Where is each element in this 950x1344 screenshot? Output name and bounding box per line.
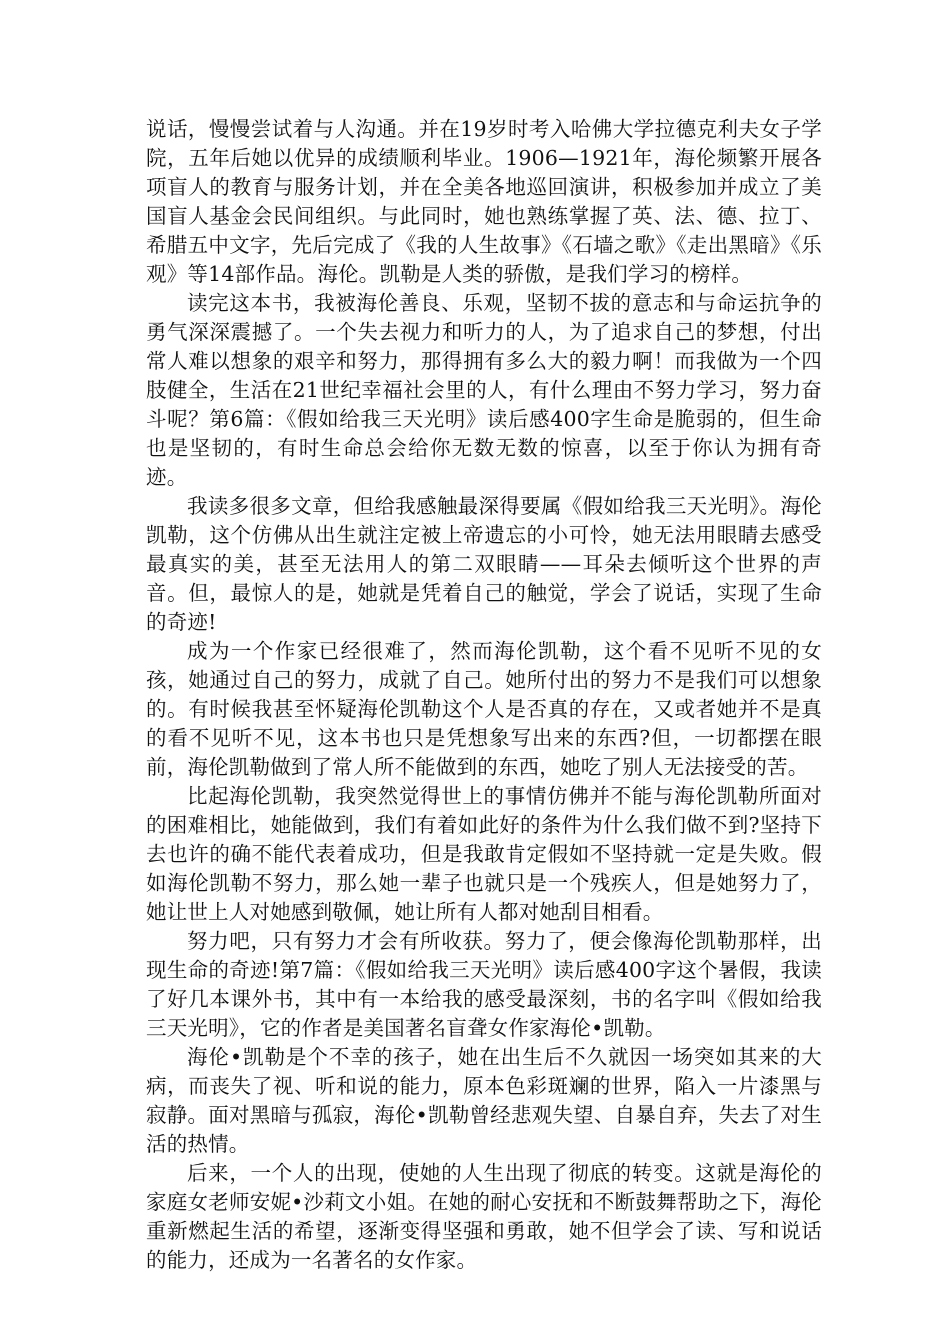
- paragraph-teacher: 后来，一个人的出现，使她的人生出现了彻底的转变。这就是海伦的家庭女老师安妮•沙莉文小姐。在她的耐心安抚和不断鼓舞帮助之下，海伦重新燃起生活的希望，逐渐变得坚强和勇敢，她不但学会了读、写和说话的能力，还成为一名著名的女作家。: [146, 1161, 822, 1272]
- article-body: [146, 115, 822, 1275]
- paragraph-continued: 说话，慢慢尝试着与人沟通。并在19岁时考入哈佛大学拉德克利夫女子学院，五年后她以优异的成绩顺利毕业。1906—1921年，海伦频繁开展各项盲人的教育与服务计划，并在全美各地巡回演讲，积极参加并成立了美国盲人基金会民间组织。与此同时，她也熟练掌握了英、法、德、拉丁、希腊五中文字，先后完成了《我的人生故事》《石墙之歌》《走出黑暗》《乐观》等14部作品。海伦。凯勒是人类的骄傲，是我们学习的榜样。: [146, 117, 822, 286]
- paragraph-reflection: 读完这本书，我被海伦善良、乐观，坚韧不拔的意志和与命运抗争的勇气深深震撼了。一个失去视力和听力的人，为了追求自己的梦想，付出常人难以想象的艰辛和努力，那得拥有多么大的毅力啊！而我做为一个四肢健全，生活在21世纪幸福社会里的人，有什么理由不努力学习，努力奋斗呢？第6篇：《假如给我三天光明》读后感400字生命是脆弱的，但生命也是坚韧的，有时生命总会给你无数无数的惊喜，以至于你认为拥有奇迹。: [146, 291, 822, 489]
- paragraph-misfortune: 海伦•凯勒是个不幸的孩子，她在出生后不久就因一场突如其来的大病，而丧失了视、听和说的能力，原本色彩斑斓的世界，陷入一片漆黑与寂静。面对黑暗与孤寂，海伦•凯勒曾经悲观失望、自暴自弃，失去了对生活的热情。: [146, 1045, 822, 1156]
- paragraph-impression: 我读多很多文章，但给我感触最深得要属《假如给我三天光明》。海伦凯勒，这个仿佛从出生就注定被上帝遗忘的小可怜，她无法用眼睛去感受最真实的美，甚至无法用人的第二双眼睛——耳朵去倾听这个世界的声音。但，最惊人的是，她就是凭着自己的触觉，学会了说话，实现了生命的奇迹!: [146, 494, 822, 634]
- paragraph-comparison: 比起海伦凯勒，我突然觉得世上的事情仿佛并不能与海伦凯勒所面对的困难相比，她能做到，我们有着如此好的条件为什么我们做不到?坚持下去也许的确不能代表着成功，但是我敢肯定假如不坚持就一定是失败。假如海伦凯勒不努力，那么她一辈子也就只是一个残疾人，但是她努力了，她让世上人对她感到敬佩，她让所有人都对她刮目相看。: [146, 784, 822, 924]
- paragraph-effort: 努力吧，只有努力才会有所收获。努力了，便会像海伦凯勒那样，出现生命的奇迹!第7篇：《假如给我三天光明》读后感400字这个暑假，我读了好几本课外书，其中有一本给我的感受最深刻，书的名字叫《假如给我三天光明》，它的作者是美国著名盲聋女作家海伦•凯勒。: [146, 929, 822, 1040]
- paragraph-writer: 成为一个作家已经很难了，然而海伦凯勒，这个看不见听不见的女孩，她通过自己的努力，成就了自己。她所付出的努力不是我们可以想象的。有时候我甚至怀疑海伦凯勒这个人是否真的存在，又或者她并不是真的看不见听不见，这本书也只是凭想象写出来的东西?但，一切都摆在眼前，海伦凯勒做到了常人所不能做到的东西，她吃了别人无法接受的苦。: [146, 639, 822, 779]
